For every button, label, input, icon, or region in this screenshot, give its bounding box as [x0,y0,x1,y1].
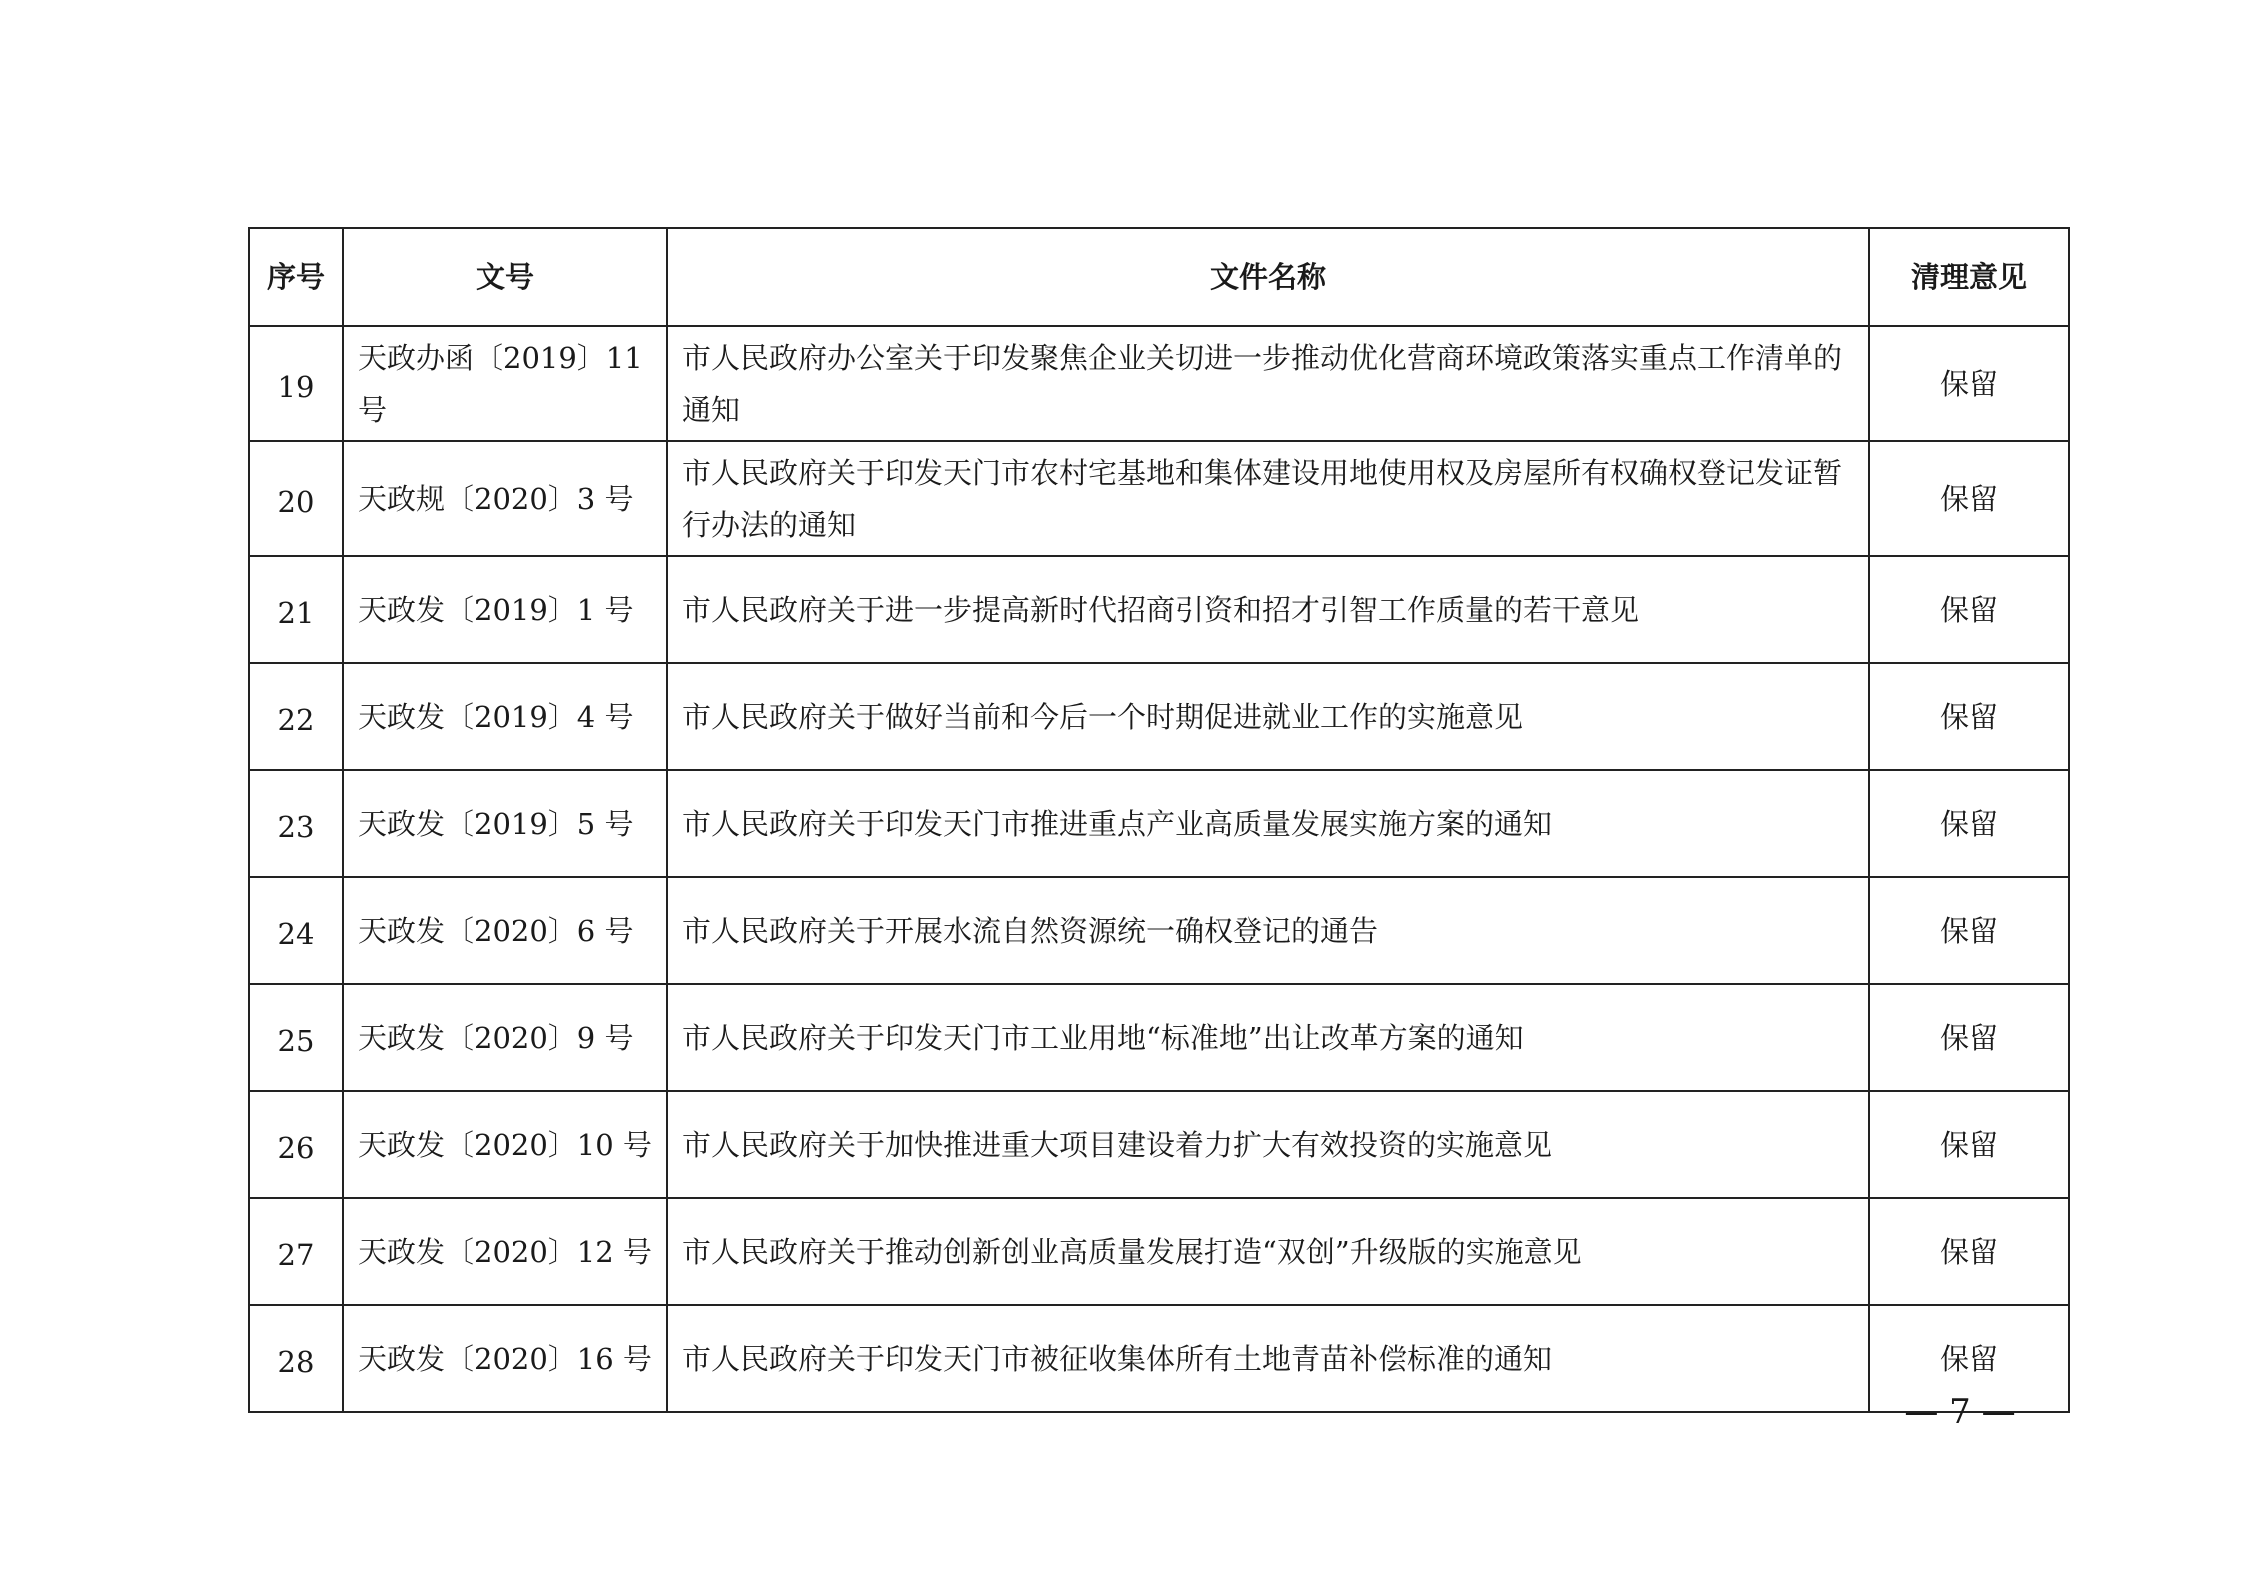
table-row [249,984,2069,1091]
row-document-number: 天政发〔2020〕12 号 [343,1198,667,1305]
row-document-title: 市人民政府办公室关于印发聚焦企业关切进一步推动优化营商环境政策落实重点工作清单的通知 [667,326,1869,441]
row-cleanup-opinion: 保留 [1869,877,2069,984]
table-row [249,1305,2069,1412]
table-header-row [249,228,2069,326]
table-row [249,326,2069,441]
row-serial-number: 21 [249,556,343,663]
row-document-number: 天政发〔2020〕10 号 [343,1091,667,1198]
header-document-number: 文号 [343,228,667,326]
table-row [249,1091,2069,1198]
header-cleanup-opinion: 清理意见 [1869,228,2069,326]
table-row [249,877,2069,984]
row-document-title: 市人民政府关于进一步提高新时代招商引资和招才引智工作质量的若干意见 [667,556,1869,663]
row-cleanup-opinion: 保留 [1869,1198,2069,1305]
table-row [249,663,2069,770]
row-document-title: 市人民政府关于推动创新创业高质量发展打造“双创”升级版的实施意见 [667,1198,1869,1305]
row-document-title: 市人民政府关于印发天门市推进重点产业高质量发展实施方案的通知 [667,770,1869,877]
page-number: — 7 — [1904,1392,2016,1432]
table-row [249,1198,2069,1305]
row-cleanup-opinion: 保留 [1869,770,2069,877]
row-cleanup-opinion: 保留 [1869,1305,2069,1412]
row-cleanup-opinion: 保留 [1869,441,2069,556]
table-row [249,441,2069,556]
row-serial-number: 25 [249,984,343,1091]
row-serial-number: 27 [249,1198,343,1305]
row-document-title: 市人民政府关于印发天门市被征收集体所有土地青苗补偿标准的通知 [667,1305,1869,1412]
row-document-number: 天政发〔2019〕5 号 [343,770,667,877]
row-document-number: 天政办函〔2019〕11 号 [343,326,667,441]
row-serial-number: 24 [249,877,343,984]
table-row [249,556,2069,663]
table-row [249,770,2069,877]
header-serial-number: 序号 [249,228,343,326]
row-cleanup-opinion: 保留 [1869,556,2069,663]
header-document-title: 文件名称 [667,228,1869,326]
row-document-title: 市人民政府关于加快推进重大项目建设着力扩大有效投资的实施意见 [667,1091,1869,1198]
row-document-number: 天政发〔2019〕4 号 [343,663,667,770]
row-cleanup-opinion: 保留 [1869,326,2069,441]
row-document-title: 市人民政府关于开展水流自然资源统一确权登记的通告 [667,877,1869,984]
row-serial-number: 28 [249,1305,343,1412]
row-serial-number: 19 [249,326,343,441]
row-document-title: 市人民政府关于印发天门市农村宅基地和集体建设用地使用权及房屋所有权确权登记发证暂行办法的通知 [667,441,1869,556]
row-serial-number: 20 [249,441,343,556]
row-document-number: 天政规〔2020〕3 号 [343,441,667,556]
row-document-number: 天政发〔2020〕16 号 [343,1305,667,1412]
row-cleanup-opinion: 保留 [1869,1091,2069,1198]
row-cleanup-opinion: 保留 [1869,984,2069,1091]
row-serial-number: 22 [249,663,343,770]
row-serial-number: 26 [249,1091,343,1198]
row-serial-number: 23 [249,770,343,877]
row-document-title: 市人民政府关于做好当前和今后一个时期促进就业工作的实施意见 [667,663,1869,770]
row-document-number: 天政发〔2019〕1 号 [343,556,667,663]
row-document-number: 天政发〔2020〕9 号 [343,984,667,1091]
row-document-title: 市人民政府关于印发天门市工业用地“标准地”出让改革方案的通知 [667,984,1869,1091]
row-document-number: 天政发〔2020〕6 号 [343,877,667,984]
document-table [248,227,2070,1413]
row-cleanup-opinion: 保留 [1869,663,2069,770]
